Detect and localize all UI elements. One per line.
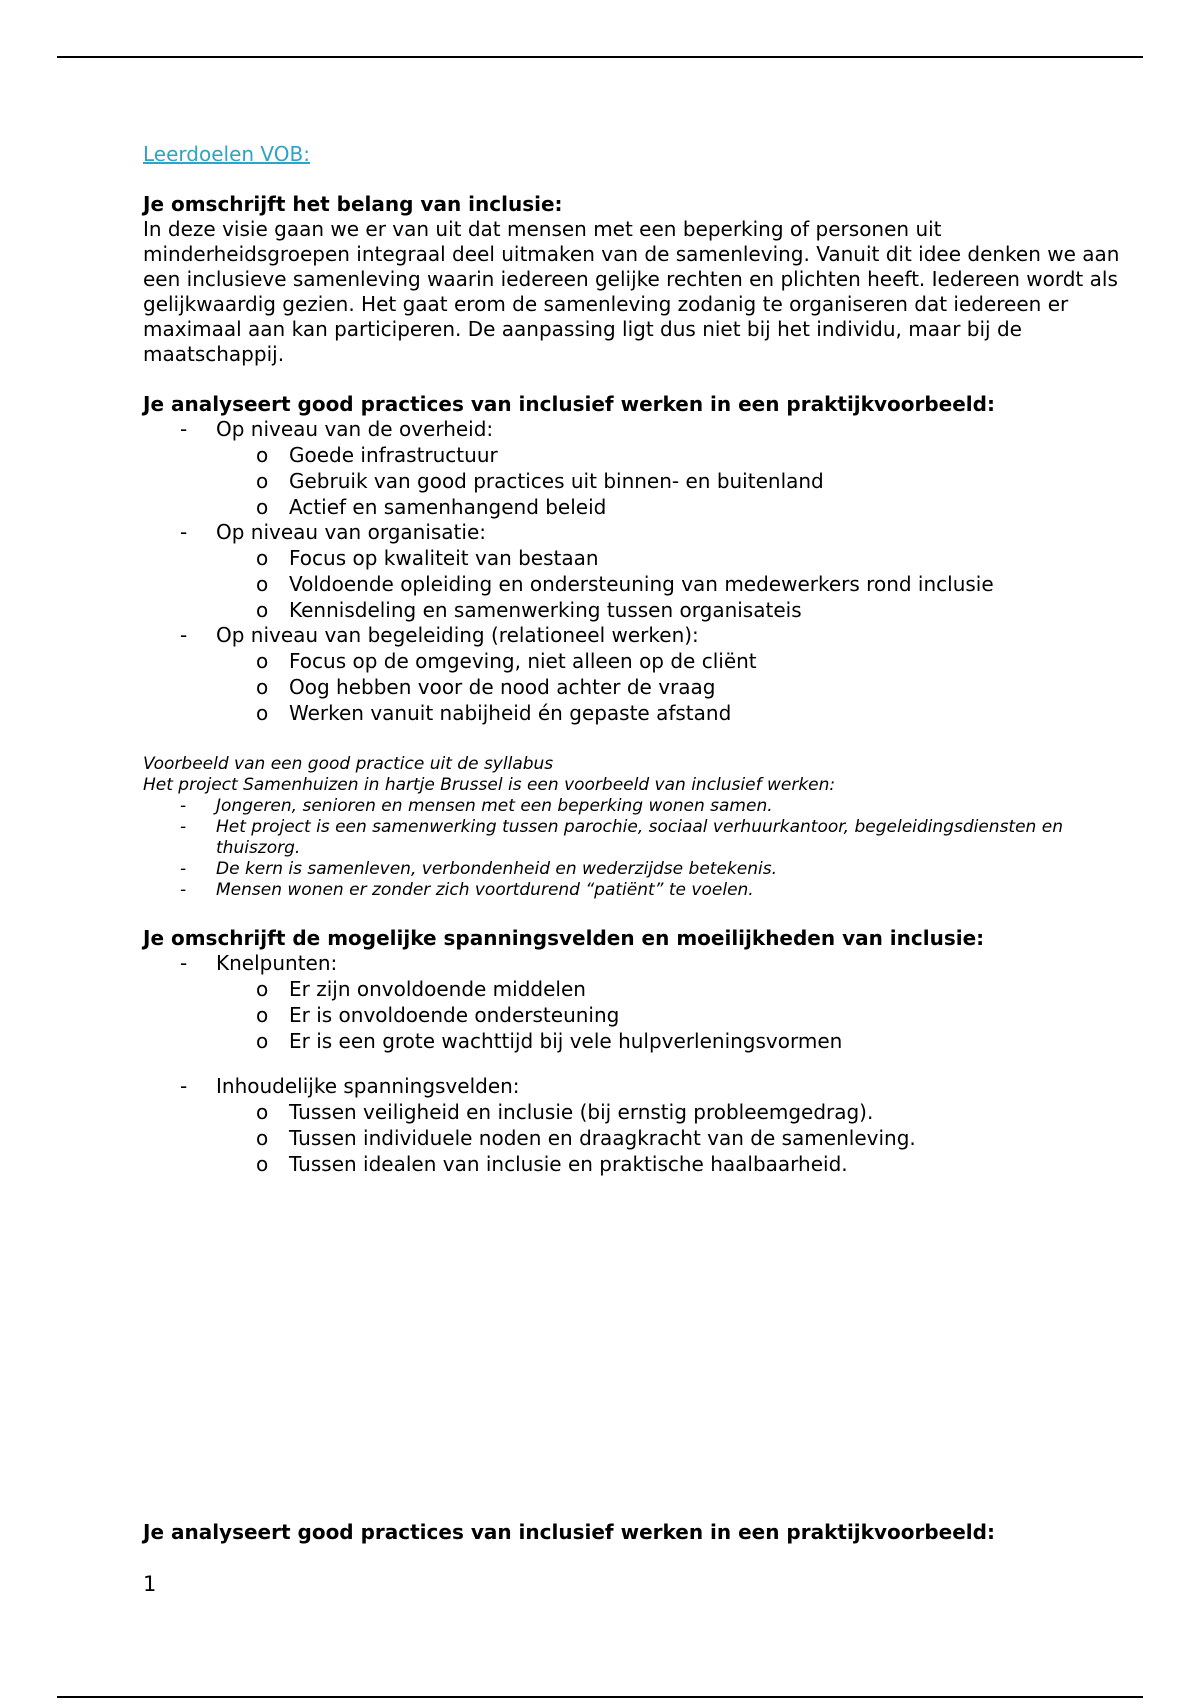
list-item xyxy=(216,648,1143,674)
item-text: Tussen individuele noden en draagkracht van de samenleving. xyxy=(289,1126,916,1150)
repeated-heading: Je analyseert good practices van inclusief werken in een praktijkvoorbeeld: xyxy=(143,1520,995,1544)
syllabus-line1: Voorbeeld van een good practice uit de syllabus xyxy=(143,754,554,774)
item-text: Voldoende opleiding en ondersteuning van medewerkers rond inclusie xyxy=(289,572,994,596)
dash-marker: - xyxy=(180,817,187,837)
bullet-icon: o xyxy=(256,701,269,725)
dash-marker: - xyxy=(180,520,188,544)
item-text: Focus op kwaliteit van bestaan xyxy=(289,546,599,570)
list-item xyxy=(216,442,1143,468)
list-item xyxy=(143,951,1143,1074)
list-item xyxy=(216,468,1143,494)
bullet-icon: o xyxy=(256,572,269,596)
item-text: Tussen veiligheid en inclusie (bij ernstig probleemgedrag). xyxy=(289,1100,874,1124)
bullet-icon: o xyxy=(256,1029,269,1053)
section1-paragraph: In deze visie gaan we er van uit dat mensen met een beperking of personen uit minderheidsgroepen integraal deel uitmaken van de samenleving. Vanuit dit idee denken we aan een inclusieve samenleving waarin iedereen gelijke rechten en plichten heeft. Iedereen wordt als gelijkwaardig gezien. Het gaat erom de samenleving zodanig te organiseren dat iedereen er maximaal aan kan participeren. De aanpassing ligt dus niet bij het individu, maar bij de maatschappij. xyxy=(143,217,1120,366)
item-text: Goede infrastructuur xyxy=(289,443,498,467)
group-label: Op niveau van begeleiding (relationeel werken): xyxy=(216,623,699,647)
title-link[interactable]: Leerdoelen VOB: xyxy=(143,142,310,166)
list-item xyxy=(216,976,1143,1002)
list-item xyxy=(216,494,1143,520)
bullet-icon: o xyxy=(256,1152,269,1176)
sublist xyxy=(216,648,1143,726)
list-item xyxy=(216,674,1143,700)
list-item xyxy=(216,700,1143,726)
group-label: Op niveau van de overheid: xyxy=(216,417,494,441)
list-item xyxy=(216,1099,1143,1125)
syllabus-list xyxy=(143,796,1143,901)
bullet-icon: o xyxy=(256,675,269,699)
item-text: Er zijn onvoldoende middelen xyxy=(289,977,586,1001)
item-text: Het project is een samenwerking tussen parochie, sociaal verhuurkantoor, begeleidingsdiensten en thuiszorg. xyxy=(216,817,1063,858)
item-text: Gebruik van good practices uit binnen- en buitenland xyxy=(289,469,824,493)
dash-marker: - xyxy=(180,623,188,647)
section3-heading: Je omschrijft de mogelijke spanningsvelden en moeilijkheden van inclusie: xyxy=(143,926,985,950)
list-item xyxy=(216,1125,1143,1151)
section3-list xyxy=(143,951,1143,1177)
sublist xyxy=(216,976,1143,1054)
section2-heading: Je analyseert good practices van inclusief werken in een praktijkvoorbeeld: xyxy=(143,392,995,416)
item-text: Tussen idealen van inclusie en praktische haalbaarheid. xyxy=(289,1152,848,1176)
page-number: 1 xyxy=(143,1572,157,1596)
list-item xyxy=(216,571,1143,597)
footer-rule xyxy=(57,1696,1143,1698)
group-label: Knelpunten: xyxy=(216,951,338,975)
dash-marker: - xyxy=(180,859,187,879)
list-item xyxy=(143,520,1143,623)
bullet-icon: o xyxy=(256,443,269,467)
list-item xyxy=(143,859,1143,880)
bullet-icon: o xyxy=(256,1100,269,1124)
list-item xyxy=(143,1074,1143,1177)
bullet-icon: o xyxy=(256,1003,269,1027)
list-item xyxy=(143,417,1143,520)
section1-heading: Je omschrijft het belang van inclusie: xyxy=(143,192,563,216)
bullet-icon: o xyxy=(256,495,269,519)
item-text: Kennisdeling en samenwerking tussen organisateis xyxy=(289,598,802,622)
item-text: Focus op de omgeving, niet alleen op de cliënt xyxy=(289,649,757,673)
dash-marker: - xyxy=(180,796,187,816)
dash-marker: - xyxy=(180,951,188,975)
item-text: Er is onvoldoende ondersteuning xyxy=(289,1003,620,1027)
list-item xyxy=(143,623,1143,726)
document-body xyxy=(143,142,1143,1177)
bullet-icon: o xyxy=(256,1126,269,1150)
item-text: Werken vanuit nabijheid én gepaste afstand xyxy=(289,701,732,725)
group-label: Op niveau van organisatie: xyxy=(216,520,486,544)
section2-list xyxy=(143,417,1143,726)
list-item xyxy=(216,1002,1143,1028)
item-text: Actief en samenhangend beleid xyxy=(289,495,607,519)
item-text: Jongeren, senioren en mensen met een beperking wonen samen. xyxy=(216,796,773,816)
list-item xyxy=(216,1151,1143,1177)
list-item xyxy=(216,545,1143,571)
group-label: Inhoudelijke spanningsvelden: xyxy=(216,1074,520,1098)
header-rule xyxy=(57,56,1143,58)
dash-marker: - xyxy=(180,1074,188,1098)
sublist xyxy=(216,545,1143,623)
bullet-icon: o xyxy=(256,546,269,570)
syllabus-example xyxy=(143,754,1143,901)
syllabus-line2: Het project Samenhuizen in hartje Brussel is een voorbeeld van inclusief werken: xyxy=(143,775,836,795)
bullet-icon: o xyxy=(256,469,269,493)
bullet-icon: o xyxy=(256,649,269,673)
item-text: De kern is samenleven, verbondenheid en wederzijdse betekenis. xyxy=(216,859,777,879)
item-text: Er is een grote wachttijd bij vele hulpverleningsvormen xyxy=(289,1029,843,1053)
list-item xyxy=(143,817,1143,859)
list-item xyxy=(216,597,1143,623)
sublist xyxy=(216,1099,1143,1177)
bullet-icon: o xyxy=(256,598,269,622)
list-item xyxy=(216,1028,1143,1054)
bullet-icon: o xyxy=(256,977,269,1001)
item-text: Mensen wonen er zonder zich voortdurend “patiënt” te voelen. xyxy=(216,880,754,900)
sublist xyxy=(216,442,1143,520)
item-text: Oog hebben voor de nood achter de vraag xyxy=(289,675,716,699)
dash-marker: - xyxy=(180,417,188,441)
list-item xyxy=(143,796,1143,817)
dash-marker: - xyxy=(180,880,187,900)
list-item xyxy=(143,880,1143,901)
